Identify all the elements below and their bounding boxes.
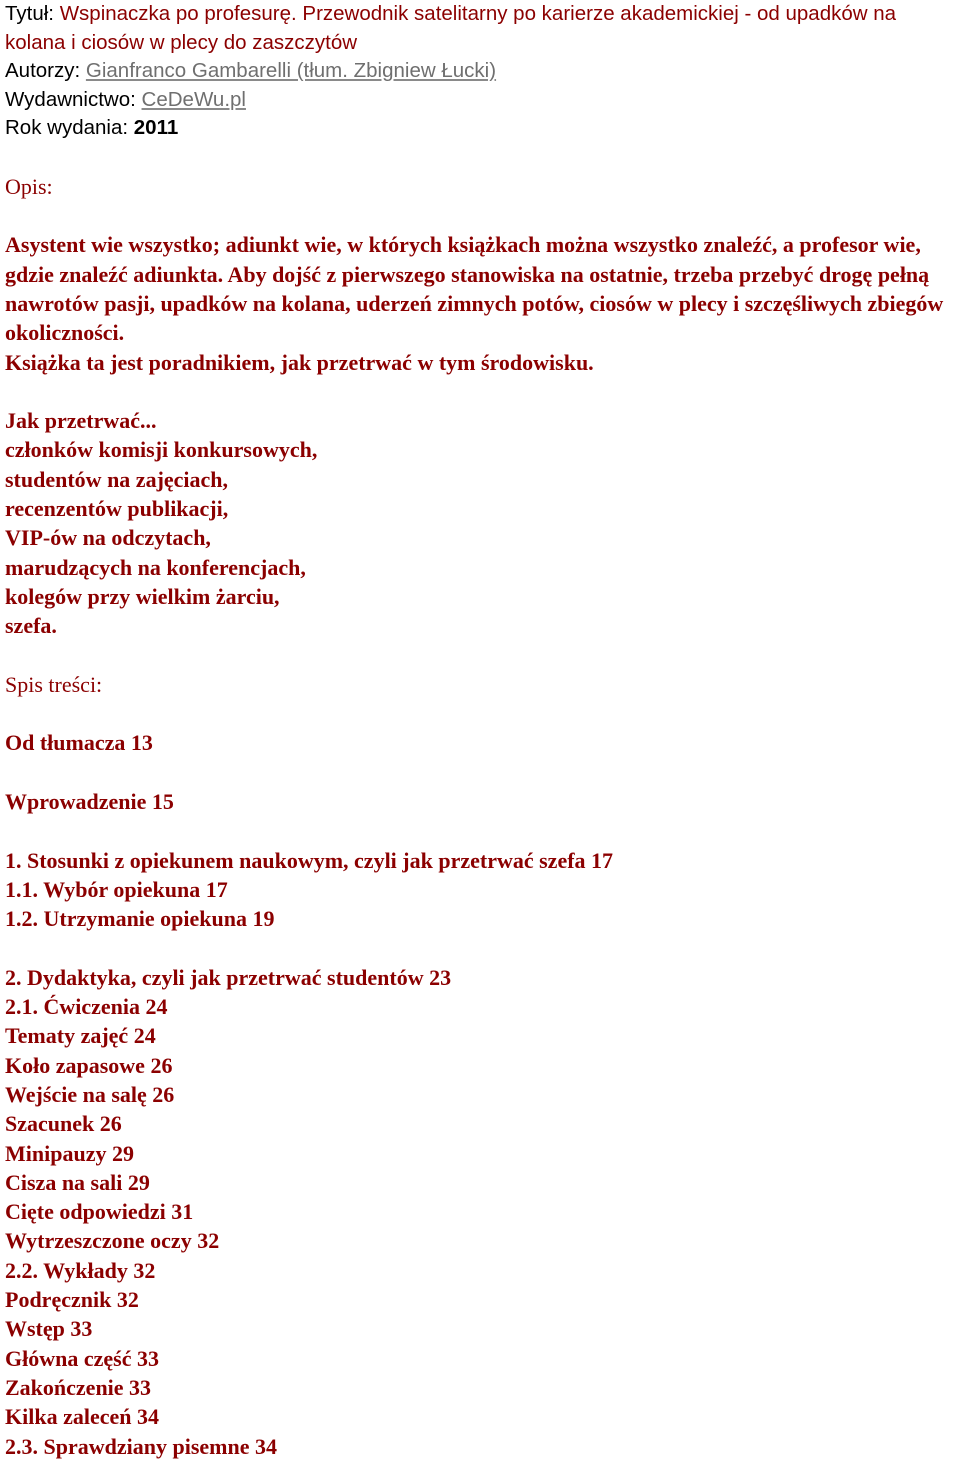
survive-heading: Jak przetrwać...	[5, 408, 157, 434]
document-page	[5, 0, 957, 1461]
toc-entry: Tematy zajęć 24	[5, 1023, 156, 1049]
list-item: marudzących na konferencjach,	[5, 554, 306, 580]
publisher-row	[5, 86, 957, 115]
toc-entry: 2.3. Sprawdziany pisemne 34	[5, 1433, 277, 1459]
list-item: szefa.	[5, 613, 57, 639]
list-item: recenzentów publikacji,	[5, 496, 229, 522]
toc-entry: Minipauzy 29	[5, 1140, 134, 1166]
toc-entry: 1.2. Utrzymanie opiekuna 19	[5, 906, 275, 932]
title-label: Tytuł:	[5, 2, 54, 25]
list-item: kolegów przy wielkim żarciu,	[5, 583, 280, 609]
publisher-link[interactable]: CeDeWu.pl	[141, 87, 246, 111]
toc-chapter-1	[5, 846, 957, 934]
year-label: Rok wydania:	[5, 116, 129, 139]
title-row	[5, 0, 957, 57]
toc-entry: 2.2. Wykłady 32	[5, 1257, 156, 1283]
toc-chapter-2	[5, 963, 957, 1461]
toc-entry: 1. Stosunki z opiekunem naukowym, czyli jak przetrwać szefa 17	[5, 847, 614, 873]
survive-list	[5, 406, 957, 640]
list-item: VIP-ów na odczytach,	[5, 525, 211, 551]
content-body	[5, 143, 957, 1461]
toc-entry: Kilka zaleceń 34	[5, 1404, 159, 1430]
toc-entry: Szacunek 26	[5, 1111, 122, 1137]
publication-year: 2011	[133, 116, 179, 139]
list-item: członków komisji konkursowych,	[5, 437, 318, 463]
toc-entry: Główna część 33	[5, 1345, 159, 1371]
toc-heading: Spis treści:	[5, 671, 103, 697]
authors-link[interactable]: Gianfranco Gambarelli (tłum. Zbigniew Łucki)	[85, 59, 497, 82]
toc-entry-translator: Od tłumacza 13	[5, 730, 153, 756]
toc-entry-intro: Wprowadzenie 15	[5, 789, 174, 815]
description-heading: Opis:	[5, 173, 53, 199]
toc-entry: Podręcznik 32	[5, 1287, 139, 1313]
toc-entry: 2.1. Ćwiczenia 24	[5, 994, 168, 1020]
toc-entry: Wejście na salę 26	[5, 1082, 175, 1107]
toc-entry: Cięte odpowiedzi 31	[5, 1199, 194, 1225]
toc-entry: Wytrzeszczone oczy 32	[5, 1228, 220, 1254]
list-item: studentów na zajęciach,	[5, 466, 229, 492]
book-title: Wspinaczka po profesurę. Przewodnik satelitarny po karierze akademickiej - od upadków na kolana i ciosów w plecy do zaszczytów	[5, 2, 897, 54]
book-metadata	[5, 0, 957, 143]
toc-entry: Cisza na sali 29	[5, 1169, 150, 1195]
toc-entry: Koło zapasowe 26	[5, 1052, 173, 1078]
authors-row	[5, 57, 957, 86]
description-paragraph: Asystent wie wszystko; adiunkt wie, w których książkach można wszystko znaleźć, a profesor wie, gdzie znaleźć adiunkta. Aby dojść z pierwszego stanowiska na ostatnie, trzeba przebyć drogę pełną nawrotów pasji, upadków na kolana, uderzeń zimnych potów, ciosów w plecy i szczęśliwych zbiegów okoliczności.	[5, 232, 944, 346]
description-paragraph-2: Książka ta jest poradnikiem, jak przetrwać w tym środowisku.	[5, 349, 594, 375]
authors-label: Autorzy:	[5, 59, 81, 82]
toc-entry: Zakończenie 33	[5, 1374, 152, 1400]
year-row	[5, 114, 957, 143]
toc-entry: 2. Dydaktyka, czyli jak przetrwać studentów 23	[5, 964, 452, 990]
toc-entry: Wstęp 33	[5, 1316, 93, 1342]
toc-entry: 1.1. Wybór opiekuna 17	[5, 876, 228, 902]
publisher-label: Wydawnictwo:	[5, 87, 136, 111]
